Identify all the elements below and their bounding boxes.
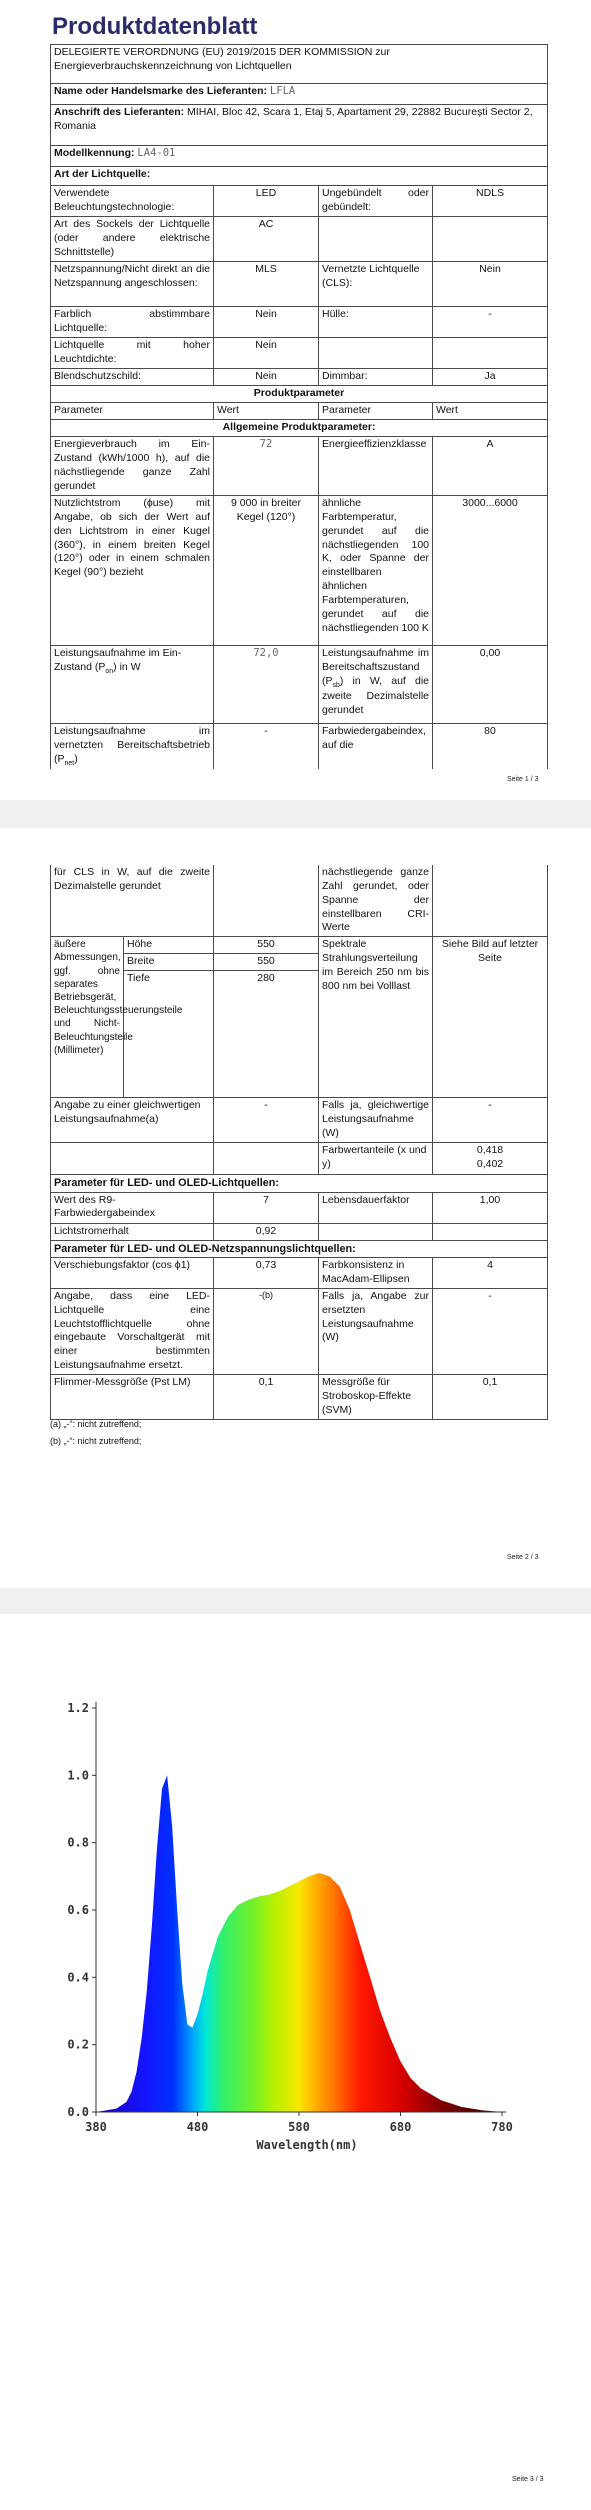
page-number-1: Seite 1 / 3 bbox=[507, 776, 539, 783]
chromaticity-label: Farbwertanteile (x und y) bbox=[319, 1143, 433, 1175]
networked-standby-label: Leistungsaufnahme im vernetzten Bereitschaftsbetrieb $(P_{net})$ bbox=[51, 724, 214, 770]
tunable-label: Farblich abstimmbare Lichtquelle: bbox=[51, 307, 214, 338]
power-on-value: 72,0 bbox=[214, 646, 319, 724]
replace-yes-value: - bbox=[433, 1288, 548, 1374]
directional-value: NDLS bbox=[433, 186, 548, 217]
spectral-value: Siehe Bild auf letzter Seite bbox=[433, 937, 548, 1098]
mains-led-header: Parameter für LED- und OLED-Netzspannungslichtquellen: bbox=[51, 1240, 548, 1257]
page-title: Produktdatenblatt bbox=[52, 13, 258, 40]
mains-value: MLS bbox=[214, 262, 319, 307]
directional-label: Ungebündelt oder gebündelt: bbox=[319, 186, 433, 217]
replace-yes-label: Falls ja, Angabe zur ersetzten Leistungsaufnahme (W) bbox=[319, 1288, 433, 1374]
envelope-label: Hülle: bbox=[319, 307, 433, 338]
datasheet-page-3 bbox=[0, 1614, 591, 2510]
model-identifier: LA4-01 bbox=[137, 147, 176, 159]
color-consistency-value: 4 bbox=[433, 1257, 548, 1288]
lighting-technology-value: LED bbox=[214, 186, 319, 217]
networked-standby-value: - bbox=[214, 724, 319, 770]
led-oled-header: Parameter für LED- und OLED-Lichtquellen: bbox=[51, 1175, 548, 1192]
chromaticity-x: 0,418 bbox=[476, 1144, 504, 1157]
lumen-maint-value: 0,92 bbox=[214, 1223, 319, 1240]
y-tick-label: 0.8 bbox=[67, 1835, 89, 1850]
col-value: Wert bbox=[214, 403, 319, 420]
light-source-type-label: Art der Lichtquelle: bbox=[51, 167, 548, 186]
energy-class-label: Energieeffizienzklasse bbox=[319, 437, 433, 496]
footnote-b: (b) „-“: nicht zutreffend; bbox=[50, 1436, 142, 1446]
supplier-name: LFLA bbox=[269, 85, 296, 97]
stroboscopic-value: 0,1 bbox=[433, 1374, 548, 1419]
r9-label: Wert des R9-Farbwiedergabeindex bbox=[51, 1192, 214, 1223]
networked-standby-cont: für CLS in W, auf die zweite Dezimalstelle gerundet bbox=[51, 865, 214, 937]
standby-label: Leistungsaufnahme im Bereitschaftszustand $(P_{sb})$ in W, auf die zweite Dezimalstelle gerundet bbox=[319, 646, 433, 724]
cct-value: 3000...6000 bbox=[433, 496, 548, 646]
antiglare-value: Nein bbox=[214, 369, 319, 386]
dim-height-label: Höhe bbox=[124, 937, 214, 954]
cri-cont: nächstliegende ganze Zahl gerundet, oder Spanne der einstellbaren CRI-Werte bbox=[319, 865, 433, 937]
chart-plot-group bbox=[67, 1701, 513, 2152]
spectrum-area bbox=[96, 1775, 502, 2112]
dim-depth-label: Tiefe bbox=[124, 971, 214, 1098]
high-luminance-value: Nein bbox=[214, 338, 319, 369]
stroboscopic-label: Messgröße für Stroboskop-Effekte (SVM) bbox=[319, 1374, 433, 1419]
x-tick-label: 780 bbox=[491, 2120, 513, 2134]
product-params-header: Produktparameter bbox=[51, 386, 548, 403]
displacement-value: 0,73 bbox=[214, 1257, 319, 1288]
replace-value: -(b) bbox=[214, 1288, 319, 1374]
antiglare-label: Blendschutzschild: bbox=[51, 369, 214, 386]
col-param: Parameter bbox=[51, 403, 214, 420]
replace-label: Angabe, dass eine LED-Lichtquelle eine Leuchtstofflichtquelle ohne eingebaute Vorschaltgerät mit einer bestimmten Leistungsaufnahme ersetzt. bbox=[51, 1288, 214, 1374]
y-tick-label: 0.4 bbox=[67, 1970, 89, 1985]
spectral-distribution-chart bbox=[0, 1654, 591, 2214]
dimmable-label: Dimmbar: bbox=[319, 369, 433, 386]
page-number-2: Seite 2 / 3 bbox=[507, 1554, 539, 1561]
color-consistency-label: Farbkonsistenz in MacAdam-Ellipsen bbox=[319, 1257, 433, 1288]
dim-depth-value: 280 bbox=[214, 971, 319, 1098]
dimensions-label: äußere Abmessungen, ggf. ohne separates Betriebsgerät, Beleuchtungssteuerungsteile und Nicht-Beleuchtungsteile (Millimeter) bbox=[51, 937, 124, 1098]
equiv-yes-value: - bbox=[433, 1098, 548, 1143]
dim-height-value: 550 bbox=[214, 937, 319, 954]
high-luminance-label: Lichtquelle mit hoher Leuchtdichte: bbox=[51, 338, 214, 369]
luminous-flux-label: Nutzlichtstrom (ϕuse) mit Angabe, ob sich der Wert auf den Lichtstrom in einer Kugel (360°), in einem breiten Kegel (120°) oder in einem schmalen Kegel (90°) bezieht bbox=[51, 496, 214, 646]
flicker-value: 0,1 bbox=[214, 1374, 319, 1419]
equiv-power-label: Angabe zu einer gleichwertigen Leistungsaufnahme(a) bbox=[51, 1098, 214, 1143]
page-number-3: Seite 3 / 3 bbox=[512, 2476, 544, 2483]
envelope-value: - bbox=[433, 307, 548, 338]
mains-label: Netzspannung/Nicht direkt an die Netzspannung angeschlossen: bbox=[51, 262, 214, 307]
dimmable-value: Ja bbox=[433, 369, 548, 386]
cap-type-label: Art des Sockels der Lichtquelle (oder andere elektrische Schnittstelle) bbox=[51, 217, 214, 262]
equiv-power-value: - bbox=[214, 1098, 319, 1143]
datasheet-page-1 bbox=[0, 0, 591, 800]
chromaticity-y: 0,402 bbox=[476, 1158, 504, 1171]
y-tick-label: 0.6 bbox=[67, 1903, 89, 1917]
col-param-2: Parameter bbox=[319, 403, 433, 420]
y-tick-label: 0.0 bbox=[67, 2105, 89, 2119]
y-tick-label: 1.2 bbox=[67, 1701, 89, 1715]
dim-width-value: 550 bbox=[214, 954, 319, 971]
supplier-address: MIHAI, Bloc 42, Scara 1, Etaj 5, Apartament 29, 22882 București Sector 2, Romania bbox=[54, 106, 533, 132]
r9-value: 7 bbox=[214, 1192, 319, 1223]
y-tick-label: 0.2 bbox=[67, 2037, 89, 2052]
chromaticity-value bbox=[433, 1143, 548, 1175]
equiv-yes-label: Falls ja, gleichwertige Leistungsaufnahme (W) bbox=[319, 1098, 433, 1143]
supplier-name-row: Name oder Handelsmarke des Lieferanten: LFLA bbox=[51, 84, 548, 105]
cri-value: 80 bbox=[433, 724, 548, 770]
displacement-label: Verschiebungsfaktor (cos ϕ1) bbox=[51, 1257, 214, 1288]
cls-value: Nein bbox=[433, 262, 548, 307]
standby-value: 0,00 bbox=[433, 646, 548, 724]
model-row: Modellkennung: LA4-01 bbox=[51, 146, 548, 167]
x-tick-label: 580 bbox=[288, 2120, 310, 2134]
datasheet-table-page-2 bbox=[50, 865, 548, 1420]
footnote-a: (a) „-“: nicht zutreffend; bbox=[50, 1419, 142, 1429]
dim-width-label: Breite bbox=[124, 954, 214, 971]
cap-type-value: AC bbox=[214, 217, 319, 262]
energy-class-value: A bbox=[433, 437, 548, 496]
col-value-2: Wert bbox=[433, 403, 548, 420]
luminous-flux-value: 9 000 in breiter Kegel (120°) bbox=[214, 496, 319, 646]
spectral-label: Spektrale Strahlungsverteilung im Bereich 250 nm bis 800 nm bei Volllast bbox=[319, 937, 433, 1098]
x-axis-label: Wavelength(nm) bbox=[256, 2138, 358, 2152]
y-tick-label: 1.0 bbox=[67, 1768, 89, 1783]
x-tick-label: 380 bbox=[85, 2120, 107, 2134]
lumen-maint-label: Lichtstromerhalt bbox=[51, 1223, 214, 1240]
supplier-address-row: Anschrift des Lieferanten: MIHAI, Bloc 42, Scara 1, Etaj 5, Apartament 29, 22882 București Sector 2, Romania bbox=[51, 105, 548, 146]
energy-consumption-label: Energieverbrauch im Ein-Zustand (kWh/1000 h), auf die nächstliegende ganze Zahl gerundet bbox=[51, 437, 214, 496]
datasheet-page-2 bbox=[0, 828, 591, 1588]
flicker-label: Flimmer-Messgröße (Pst LM) bbox=[51, 1374, 214, 1419]
tunable-value: Nein bbox=[214, 307, 319, 338]
regulation-text: DELEGIERTE VERORDNUNG (EU) 2019/2015 DER KOMMISSION zur Energieverbrauchskennzeichnung von Lichtquellen bbox=[51, 45, 548, 84]
cri-label: Farbwiedergabeindex, auf die bbox=[319, 724, 433, 770]
cls-label: Vernetzte Lichtquelle (CLS): bbox=[319, 262, 433, 307]
x-tick-label: 680 bbox=[389, 2120, 412, 2134]
energy-consumption-value: 72 bbox=[214, 437, 319, 496]
survival-label: Lebensdauerfaktor bbox=[319, 1192, 433, 1223]
general-params-header: Allgemeine Produktparameter: bbox=[51, 420, 548, 437]
cct-label: ähnliche Farbtemperatur, gerundet auf die nächstliegenden 100 K, oder Spanne der einstellbaren ähnlichen Farbtemperaturen, gerundet auf die nächstliegenden 100 K bbox=[319, 496, 433, 646]
datasheet-table-page-1 bbox=[50, 44, 548, 769]
power-on-label: Leistungsaufnahme im Ein-Zustand $(P_{on})$ in W bbox=[51, 646, 214, 724]
survival-value: 1,00 bbox=[433, 1192, 548, 1223]
x-tick-label: 480 bbox=[186, 2120, 209, 2134]
lighting-technology-label: Verwendete Beleuchtungstechnologie: bbox=[51, 186, 214, 217]
